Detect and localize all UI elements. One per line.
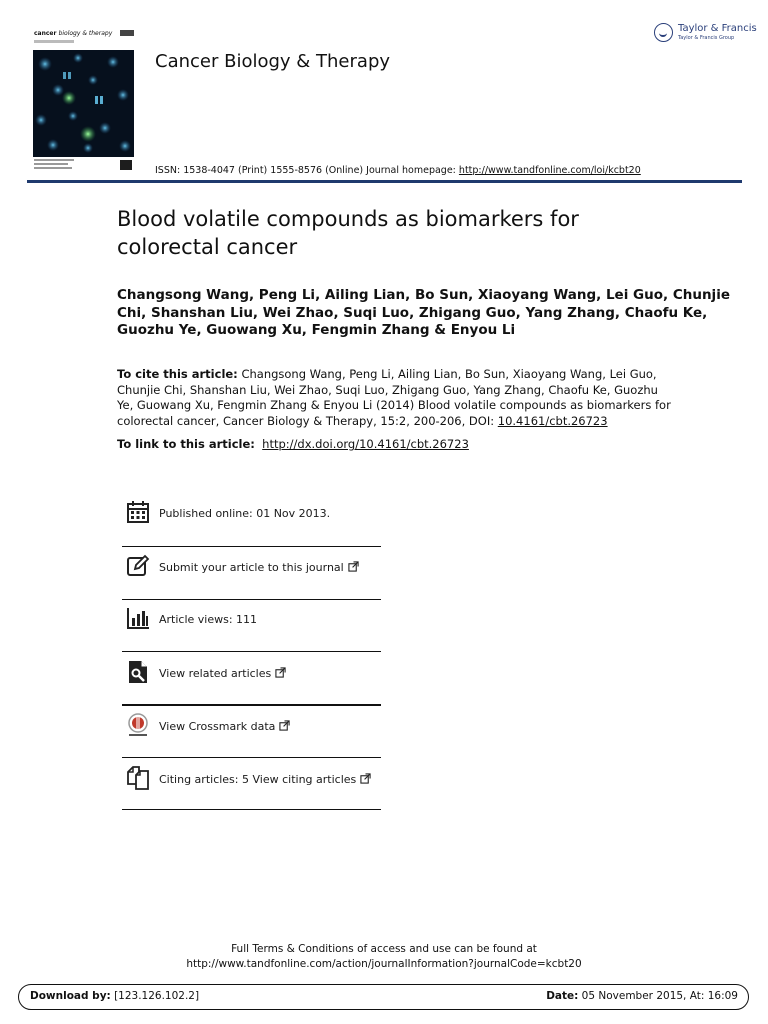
calendar-icon — [126, 500, 150, 524]
info-divider — [122, 651, 381, 652]
edit-icon — [126, 554, 150, 578]
published-online-text: Published online: 01 Nov 2013. — [159, 507, 331, 520]
cover-barcode — [120, 160, 132, 170]
related-articles-text[interactable]: View related articles — [159, 667, 286, 680]
citation-text: Changsong Wang, Peng Li, Ailing Lian, Bo Sun, Xiaoyang Wang, Lei Guo, Chunjie Chi, Shanshan Liu, Wei Zhao, Suqi Luo, Zhigang Guo, Yang Zhang, Chaofu Ke, Guozhu Ye, Guowang Xu, Fengmin Zhang & Enyou Li (2014) Blood volatile compounds as biomarkers for colorectal cancer, Cancer Biology & Therapy, 15:2, 200-206, DOI: — [117, 367, 671, 428]
publisher-name: Taylor & Francis — [678, 23, 757, 34]
article-views-text: Article views: 111 — [159, 613, 258, 626]
search-document-icon — [126, 660, 150, 684]
terms-notice — [0, 942, 768, 972]
info-divider — [122, 546, 381, 547]
published-online-item — [122, 500, 381, 530]
copy-documents-icon — [126, 766, 150, 790]
publisher-logo-icon — [654, 23, 673, 42]
journal-title: Cancer Biology & Therapy — [155, 51, 391, 72]
crossmark-icon — [126, 713, 150, 737]
publisher-logo — [654, 22, 757, 48]
external-link-icon — [360, 773, 371, 784]
external-link-icon — [275, 667, 286, 678]
crossmark-text[interactable]: View Crossmark data — [159, 720, 290, 733]
cover-masthead-area — [33, 28, 134, 50]
article-title: Blood volatile compounds as biomarkers for colorectal cancer — [117, 207, 579, 259]
cover-text-line — [34, 167, 72, 169]
cover-text-line — [34, 159, 74, 161]
download-info-bar — [18, 984, 749, 1010]
header-divider — [27, 180, 742, 183]
download-date: Date: 05 November 2015, At: 16:09 — [546, 990, 738, 1002]
info-divider — [122, 757, 381, 758]
download-by: Download by: [123.126.102.2] — [30, 990, 200, 1002]
cover-footer-area — [33, 157, 134, 171]
article-link-line — [117, 437, 469, 451]
external-link-icon — [279, 720, 290, 731]
citation-block — [117, 367, 677, 429]
journal-cover-thumbnail — [33, 28, 134, 171]
cover-issue-line — [34, 40, 74, 43]
related-articles-link[interactable] — [122, 660, 381, 690]
microscopy-cells-image — [33, 50, 134, 157]
cover-text-line — [34, 163, 68, 165]
submit-article-link[interactable] — [122, 554, 381, 584]
submit-article-text[interactable]: Submit your article to this journal — [159, 561, 359, 574]
cover-masthead: cancer biology & therapy — [34, 30, 113, 37]
article-views-item — [122, 606, 381, 636]
info-divider — [122, 704, 381, 706]
article-doi-link[interactable]: http://dx.doi.org/10.4161/cbt.26723 — [262, 437, 469, 451]
citing-articles-text[interactable]: Citing articles: 5 View citing articles — [159, 773, 371, 786]
article-link-label: To link to this article: — [117, 437, 255, 451]
journal-homepage-link[interactable]: http://www.tandfonline.com/loi/kcbt20 — [458, 165, 641, 176]
publisher-group: Taylor & Francis Group — [678, 35, 735, 41]
article-authors: Changsong Wang, Peng Li, Ailing Lian, Bo Sun, Xiaoyang Wang, Lei Guo, Chunjie Chi, Shanshan Liu, Wei Zhao, Suqi Luo, Zhigang Guo, Yang Zhang, Chaofu Ke, Guozhu Ye, Guowang Xu, Fengmin Zhang & Enyou Li — [117, 287, 730, 338]
issn-text: ISSN: 1538-4047 (Print) 1555-8576 (Online) Journal homepage: — [155, 165, 459, 176]
info-divider — [122, 809, 381, 810]
info-divider — [122, 599, 381, 600]
citing-articles-link[interactable] — [122, 766, 381, 796]
terms-text: Full Terms & Conditions of access and use can be found at — [231, 943, 537, 955]
crossmark-link[interactable] — [122, 713, 381, 743]
citation-label: To cite this article: — [117, 367, 238, 381]
cover-publisher-mark — [120, 30, 134, 36]
bar-chart-icon — [126, 606, 150, 630]
external-link-icon — [348, 561, 359, 572]
issn-line — [155, 165, 641, 176]
terms-url[interactable]: http://www.tandfonline.com/action/journalInformation?journalCode=kcbt20 — [186, 958, 582, 970]
cover-microscopy-image — [33, 50, 134, 157]
citation-doi-link[interactable]: 10.4161/cbt.26723 — [497, 413, 608, 428]
